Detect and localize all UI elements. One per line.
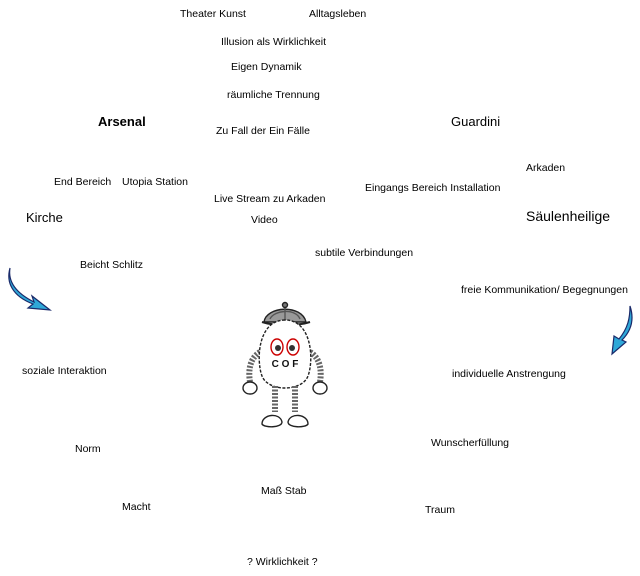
label-guardini: Guardini: [451, 114, 501, 129]
label-beicht-schlitz: Beicht Schlitz: [80, 259, 144, 271]
label-illusion: Illusion als Wirklichkeit: [221, 36, 327, 48]
label-live-stream: Live Stream zu Arkaden: [214, 193, 326, 205]
label-alltagsleben: Alltagsleben: [309, 8, 367, 20]
label-traum: Traum: [425, 504, 455, 516]
label-theater-kunst: Theater Kunst: [180, 8, 246, 20]
label-soziale-interaktion: soziale Interaktion: [22, 365, 107, 377]
label-arsenal: Arsenal: [98, 114, 146, 129]
label-saeulenheilige: Säulenheilige: [526, 208, 611, 224]
label-end-bereich: End Bereich: [54, 176, 112, 188]
egg-character-figure: [240, 300, 330, 434]
label-video: Video: [251, 214, 278, 226]
label-mass-stab: Maß Stab: [261, 485, 307, 497]
label-zu-fall: Zu Fall der Ein Fälle: [216, 125, 310, 137]
label-wirklichkeit: ? Wirklichkeit ?: [247, 556, 318, 568]
egg-badge-text: C O F: [271, 359, 299, 370]
label-arkaden: Arkaden: [526, 162, 566, 174]
label-macht: Macht: [122, 501, 151, 513]
label-freie-kommunikation: freie Kommunikation/ Begegnungen: [461, 284, 628, 296]
label-kirche: Kirche: [26, 210, 63, 225]
label-eingangs-bereich: Eingangs Bereich Installation: [365, 182, 501, 194]
label-subtile-verbindungen: subtile Verbindungen: [315, 247, 414, 259]
label-individuelle-anstrengung: individuelle Anstrengung: [452, 368, 566, 380]
label-utopia-station: Utopia Station: [122, 176, 188, 188]
label-raeumliche-trennung: räumliche Trennung: [227, 89, 320, 101]
curved-arrow-right-icon: [604, 304, 638, 356]
curved-arrow-left-icon: [4, 266, 54, 316]
label-eigen-dynamik: Eigen Dynamik: [231, 61, 302, 73]
label-wunscherfuellung: Wunscherfüllung: [431, 437, 510, 449]
label-norm: Norm: [75, 443, 101, 455]
